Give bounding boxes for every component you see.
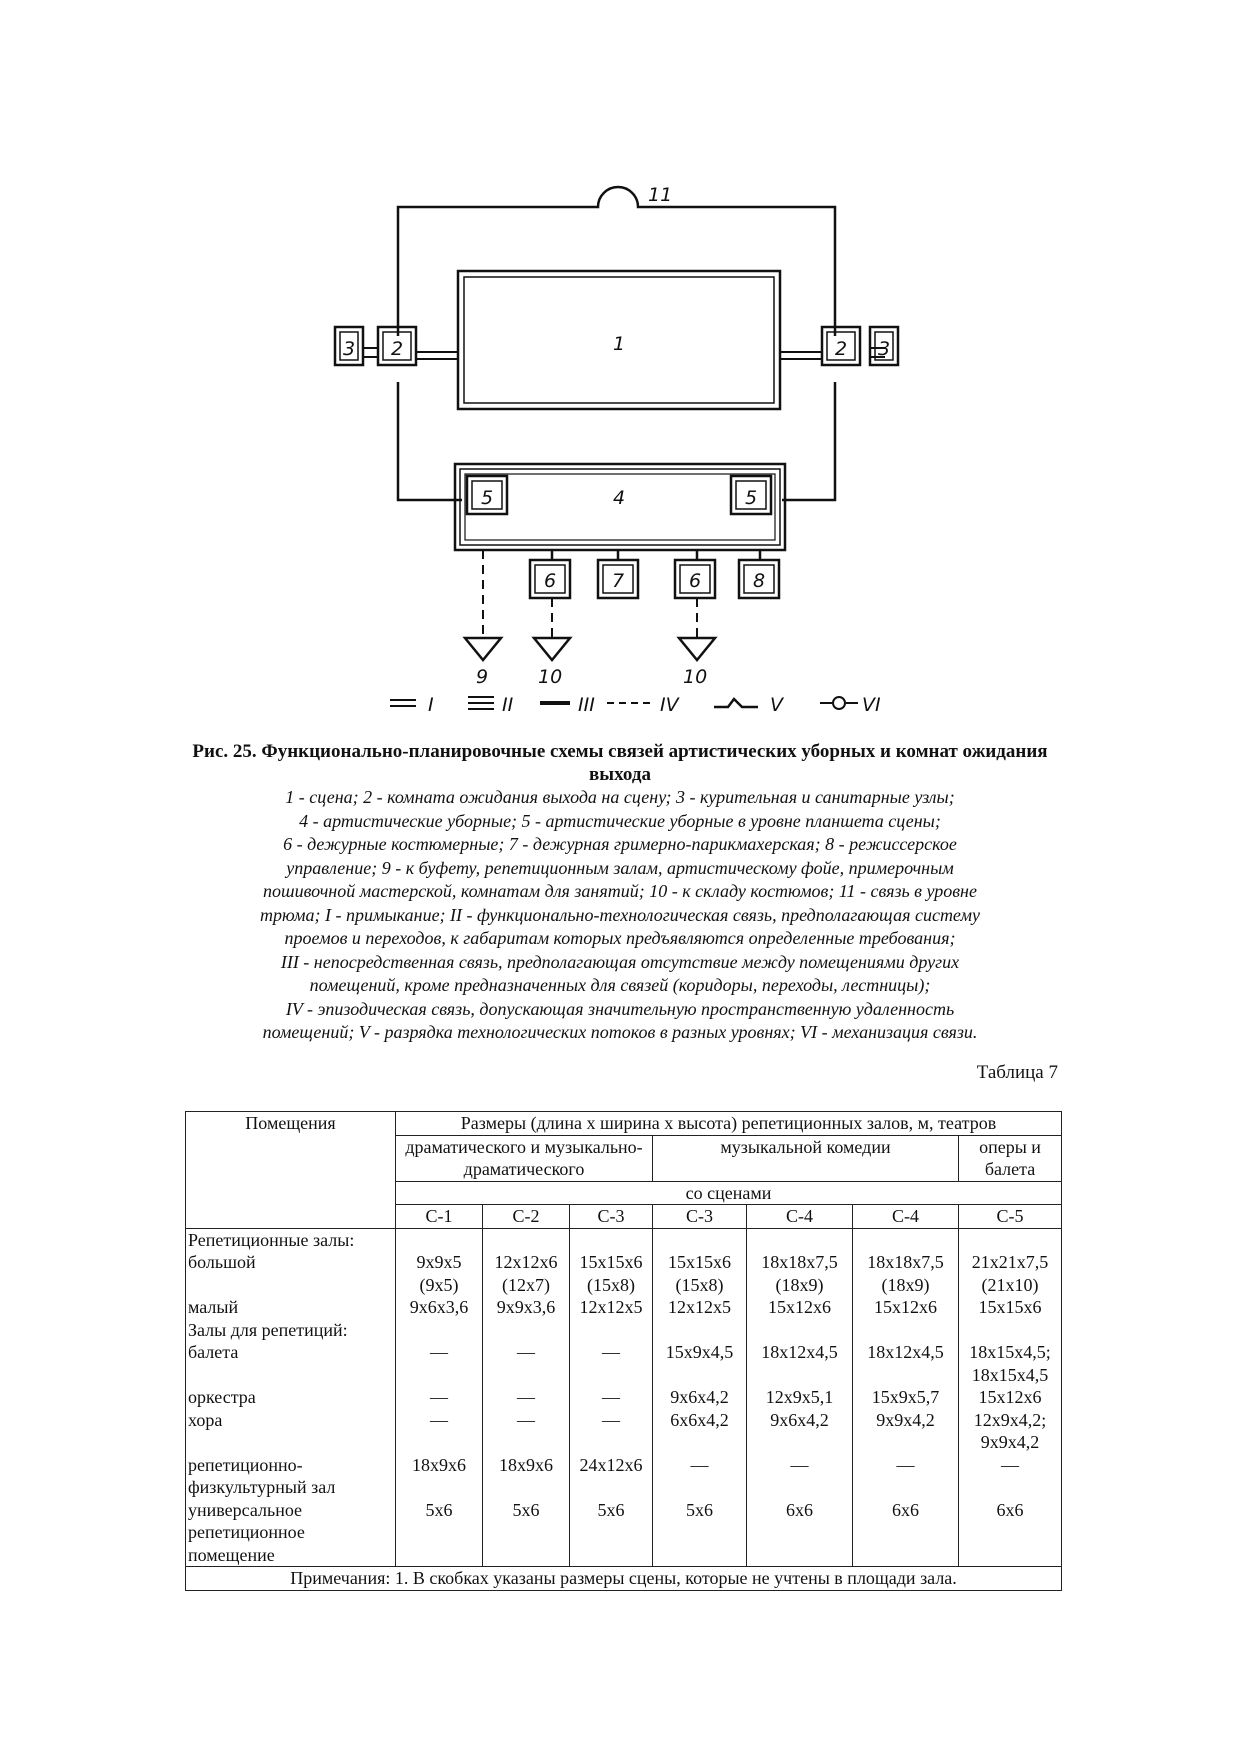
row-name: универсальное репетиционное помещение [186,1499,396,1567]
table-cell: — [570,1409,653,1454]
table-note: Примечания: 1. В скобках указаны размеры сцены, которые не учтены в площади зала. [186,1567,1062,1591]
table-cell: 18x18x7,5 (18x9) [747,1251,853,1296]
table-cell: 15x12x6 [853,1296,959,1319]
header-musical: музыкальной комедии [653,1135,959,1181]
table-cell [483,1319,570,1342]
label-10-right: 10 [683,666,708,688]
header-rooms: Помещения [186,1112,396,1229]
table-row [186,1296,1062,1319]
table-cell: — [396,1386,483,1409]
triangle-10-right [679,638,715,660]
table-cell: 12x9x5,1 [747,1386,853,1409]
table-cell: — [570,1386,653,1409]
label-2-left: 2 [391,338,404,360]
table-7 [185,1111,1062,1591]
caption-line: 4 - артистические уборные; 5 - артистические уборные в уровне планшета сцены; [299,810,941,831]
legend-II: II [502,694,514,716]
table-cell [959,1228,1062,1251]
table-row [186,1251,1062,1296]
table-cell [959,1319,1062,1342]
table-cell: — [483,1341,570,1386]
table-cell: 5x6 [396,1499,483,1567]
table-cell: 18x12x4,5 [853,1341,959,1386]
table-cell: 24x12x6 [570,1454,653,1499]
table-cell: — [483,1386,570,1409]
stage-col: С-2 [483,1205,570,1229]
caption-line: III - непосредственная связь, предполагающая отсутствие между помещениями других [280,951,960,972]
stage-col: С-3 [570,1205,653,1229]
table-cell: 6x6 [959,1499,1062,1567]
table-cell: 15x15x6 (15x8) [653,1251,747,1296]
caption-line: трюма; I - примыкание; II - функционально-технологическая связь, предполагающая систему [260,904,980,925]
table-cell: 12x12x6 (12x7) [483,1251,570,1296]
legend-I: I [428,694,434,716]
row-name: оркестра [186,1386,396,1409]
table-cell: 21x21x7,5 (21x10) [959,1251,1062,1296]
table-cell: 18x12x4,5 [747,1341,853,1386]
stage-col: С-5 [959,1205,1062,1229]
table-cell [570,1228,653,1251]
header-drama: драматического и музыкально-драматического [396,1135,653,1181]
label-3-right: 3 [878,338,891,360]
legend-IV: IV [660,694,679,716]
table-cell: 9x6x4,2 [747,1409,853,1454]
header-opera: оперы и балета [959,1135,1062,1181]
table-cell: — [853,1454,959,1499]
table-cell [653,1319,747,1342]
caption-line: 1 - сцена; 2 - комната ожидания выхода на сцену; 3 - курительная и санитарные узлы; [285,787,955,807]
table-cell: 5x6 [653,1499,747,1567]
row-name: Залы для репетиций: [186,1319,396,1342]
table-cell: 9x6x4,2 [653,1386,747,1409]
table-cell: — [959,1454,1062,1499]
table-row [186,1454,1062,1499]
table-cell [396,1319,483,1342]
table-row [186,1319,1062,1342]
table-cell: 15x15x6 (15x8) [570,1251,653,1296]
table-cell: 15x9x5,7 [853,1386,959,1409]
label-5-right: 5 [745,487,758,509]
row-name: большой [186,1251,396,1296]
caption-line: пошивочной мастерской, комнатам для занятий; 10 - к складу костюмов; 11 - связь в уровне [263,881,977,901]
table-cell: 9x9x3,6 [483,1296,570,1319]
row-name: Репетиционные залы: [186,1228,396,1251]
label-5-left: 5 [481,487,494,509]
row-name: хора [186,1409,396,1454]
table-cell [570,1319,653,1342]
stage-col: С-4 [747,1205,853,1229]
triangle-10-left [534,638,570,660]
caption-line: IV - эпизодическая связь, допускающая значительную пространственную удаленность [285,998,955,1019]
table-cell [747,1228,853,1251]
table-cell: 9x9x4,2 [853,1409,959,1454]
label-7: 7 [612,570,625,592]
table-cell: 15x15x6 [959,1296,1062,1319]
caption-line: помещений, кроме предназначенных для связей (коридоры, переходы, лестницы); [309,975,931,995]
stage-col: С-4 [853,1205,959,1229]
table-cell: 12x9x4,2; 9x9x4,2 [959,1409,1062,1454]
caption-line: 6 - дежурные костюмерные; 7 - дежурная гримерно-парикмахерская; 8 - режиссерское [283,834,957,854]
figure-caption-body [190,786,1050,1045]
label-10-left: 10 [538,666,563,688]
table-cell: 6x6 [853,1499,959,1567]
table-row [186,1228,1062,1251]
table-cell [747,1319,853,1342]
label-11: 11 [648,184,673,206]
row-name: балета [186,1341,396,1386]
label-8: 8 [753,570,766,592]
table-row [186,1409,1062,1454]
table-row [186,1499,1062,1567]
caption-line: помещений; V - разрядка технологических потоков в разных уровнях; VI - механизация связи. [262,1022,978,1042]
label-6-left: 6 [544,570,557,592]
table-cell: 15x12x6 [747,1296,853,1319]
label-2-right: 2 [835,338,848,360]
caption-line: проемов и переходов, к габаритам которых предъявляются определенные требования; [284,928,956,948]
functional-diagram [0,0,1240,730]
figure-title: Рис. 25. Функционально-планировочные схемы связей артистических уборных и комнат ожидания выхода [192,741,1048,785]
table-cell: — [570,1341,653,1386]
triangle-9 [465,638,501,660]
table-cell: 18x18x7,5 (18x9) [853,1251,959,1296]
table-cell: 5x6 [570,1499,653,1567]
table-cell: 12x12x5 [653,1296,747,1319]
header-with-stages: со сценами [396,1181,1062,1205]
table-cell: 9x6x3,6 [396,1296,483,1319]
table-row [186,1341,1062,1386]
table-cell [853,1319,959,1342]
table-cell: 18x9x6 [483,1454,570,1499]
table-cell: 18x15x4,5; 18x15x4,5 [959,1341,1062,1386]
table-cell: 6x6 [747,1499,853,1567]
table-cell: 15x12x6 [959,1386,1062,1409]
legend-V: V [770,694,783,716]
stage-col: С-1 [396,1205,483,1229]
label-1: 1 [613,333,626,355]
label-4: 4 [613,487,626,509]
caption-line: управление; 9 - к буфету, репетиционным залам, артистическому фойе, примерочным [286,857,954,878]
table-cell [396,1228,483,1251]
table-cell [853,1228,959,1251]
figure-caption [190,740,1050,1045]
table-cell: — [483,1409,570,1454]
legend-VI: VI [862,694,881,716]
table-label: Таблица 7 [976,1062,1058,1083]
label-3-left: 3 [343,338,356,360]
stage-col: С-3 [653,1205,747,1229]
table-cell: 12x12x5 [570,1296,653,1319]
table-cell: 5x6 [483,1499,570,1567]
table-cell: — [396,1409,483,1454]
header-sizes: Размеры (длина x ширина x высота) репетиционных залов, м, театров [396,1112,1062,1136]
legend-III: III [578,694,595,716]
table-cell: — [747,1454,853,1499]
table-cell: 15x9x4,5 [653,1341,747,1386]
table-cell [653,1228,747,1251]
table-cell [483,1228,570,1251]
label-9: 9 [476,666,489,688]
table-cell: — [396,1341,483,1386]
row-name: малый [186,1296,396,1319]
label-6-right: 6 [689,570,702,592]
table-cell: — [653,1454,747,1499]
table-cell: 6x6x4,2 [653,1409,747,1454]
table-cell: 9x9x5 (9x5) [396,1251,483,1296]
table-cell: 18x9x6 [396,1454,483,1499]
row-name: репетиционно- физкультурный зал [186,1454,396,1499]
table-row [186,1386,1062,1409]
